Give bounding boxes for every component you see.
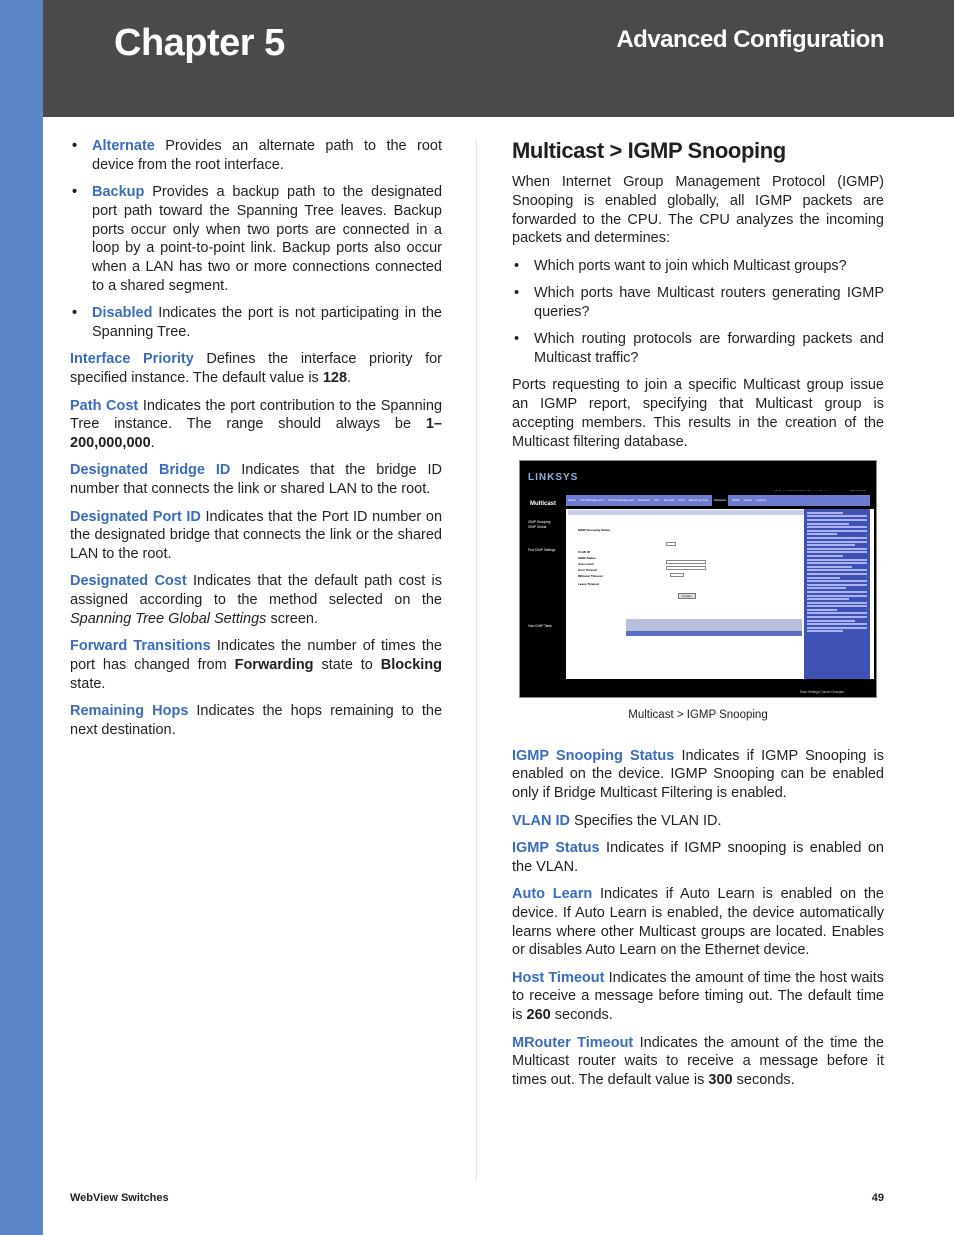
igmp-status-para: IGMP Status Indicates if IGMP snooping is enabled on the VLAN. bbox=[512, 839, 884, 875]
left-sidebar-band bbox=[0, 0, 43, 1235]
right-column bbox=[512, 137, 884, 1098]
designated-cost-para: Designated Cost Indicates that the default path cost is assigned according to the method selected on the Spanning Tree Global Settings screen. bbox=[70, 573, 442, 628]
figure-bottom-buttons: Save Settings Cancel Changes bbox=[799, 689, 844, 694]
figure-help-panel bbox=[804, 509, 870, 679]
intro-para: When Internet Group Management Protocol (IGMP) Snooping is enabled globally, all IGMP packets are forwarded to the CPU. The CPU analyzes the incoming packets and determines: bbox=[512, 174, 884, 247]
tab-igmp: IGMP bbox=[731, 497, 740, 502]
forward-transitions-para: Forward Transitions Indicates the number of times the port has changed from Forwarding state to Blocking state. bbox=[70, 638, 443, 692]
linksys-logo: LINKSYS bbox=[528, 471, 579, 483]
list-item: • Alternate Provides an alternate path to the root device from the root interface. bbox=[70, 137, 442, 175]
list-item: • Which routing protocols are forwarding packets and Multicast traffic? bbox=[512, 330, 884, 368]
tab-logout: LogOut bbox=[756, 497, 766, 502]
tab-spanning-tree: Spanning Tree bbox=[688, 497, 709, 502]
left-column bbox=[70, 137, 442, 748]
figure-caption: Multicast > IGMP Snooping bbox=[628, 708, 768, 721]
tab-port-management: Port Management bbox=[579, 497, 604, 502]
chapter-title: Chapter 5 bbox=[114, 22, 285, 64]
tab-vlan-management: VLAN Management bbox=[607, 497, 634, 502]
determines-list bbox=[512, 257, 884, 368]
ports-para: Ports requesting to join a specific Multicast group issue an IGMP report, specifying that Multicast group is accepting members. This results in the creation of the Multicast filtering database. bbox=[512, 377, 884, 450]
list-item: • Backup Provides a backup path to the designated port path toward the Spanning Tree leaves. Backup ports occur only when two ports are connected in a loop by a point-to-point link. Backup ports also occur when a LAN has two or more connections connected to a shared segment. bbox=[70, 183, 442, 296]
nav-title: Multicast bbox=[530, 500, 557, 507]
port-role-list bbox=[70, 137, 442, 342]
igmp-snooping-screenshot bbox=[519, 460, 877, 698]
section-title: Advanced Configuration bbox=[616, 26, 884, 53]
tab-multicast: Multicast bbox=[712, 490, 728, 511]
path-cost-para: Path Cost Indicates the port contribution to the Spanning Tree instance. The range should always be 1–200,000,000. bbox=[70, 397, 443, 452]
column-divider bbox=[476, 140, 477, 1180]
tab-setup: Setup bbox=[568, 497, 576, 502]
page-number: 49 bbox=[871, 1192, 884, 1204]
tab-qos: QoS bbox=[678, 497, 685, 502]
page-header bbox=[43, 0, 954, 117]
interface-priority-para: Interface Priority Defines the interface priority for specified instance. The default value is 128. bbox=[70, 351, 442, 387]
auto-learn-para: Auto Learn Indicates if Auto Learn is enabled on the device. If Auto Learn is enabled, the device automatically learns where other Multicast groups are located. Enables or disables Auto Learn on the Ethernet device. bbox=[512, 885, 884, 959]
figure-main-panel: IGMP Snooping Status VLAN ID IGMP Status Auto Learn Host Timeout MRouter Timeout Leave Timeout Update bbox=[566, 509, 810, 679]
tab-statistics: Statistics bbox=[637, 497, 650, 502]
footer-product-name: WebView Switches bbox=[70, 1192, 169, 1204]
list-item: • Disabled Indicates the port is not participating in the Spanning Tree. bbox=[70, 304, 442, 342]
remaining-hops-para: Remaining Hops Indicates the hops remaining to the next destination. bbox=[70, 703, 443, 739]
igmp-snooping-status-para: IGMP Snooping Status Indicates if IGMP Snooping is enabled on the device. IGMP Snooping can be enabled only if Bridge Multicast Filtering is enabled. bbox=[512, 747, 884, 802]
designated-bridge-id-para: Designated Bridge ID Indicates that the bridge ID number that connects the link or shared LAN to the root. bbox=[70, 462, 442, 498]
tab-acl: ACL bbox=[653, 497, 660, 502]
mrouter-timeout-para: MRouter Timeout Indicates the amount of the time the Multicast router waits to receive a message before it times out. The default value is 300 seconds. bbox=[512, 1034, 884, 1089]
nav-tabs bbox=[566, 495, 870, 506]
section-heading: Multicast > IGMP Snooping bbox=[512, 138, 786, 163]
host-timeout-para: Host Timeout Indicates the amount of time the host waits to receive a message before timing out. The default time is 260 seconds. bbox=[512, 969, 885, 1024]
designated-port-id-para: Designated Port ID Indicates that the Port ID number on the designated bridge that connects the link or the shared LAN to the root. bbox=[70, 508, 443, 563]
figure-update-button: Update bbox=[678, 593, 696, 599]
tab-security: Security bbox=[663, 497, 675, 502]
tab-admin: Admin bbox=[743, 497, 753, 502]
figure-left-menu: IGMP Snooping IGMP Global Port IGMP Settings Vlan IGMP Table bbox=[522, 509, 566, 679]
vlan-id-para: VLAN ID Specifies the VLAN ID. bbox=[512, 812, 722, 829]
list-item: • Which ports want to join which Multicast groups? bbox=[512, 257, 884, 276]
list-item: • Which ports have Multicast routers generating IGMP queries? bbox=[512, 284, 884, 322]
